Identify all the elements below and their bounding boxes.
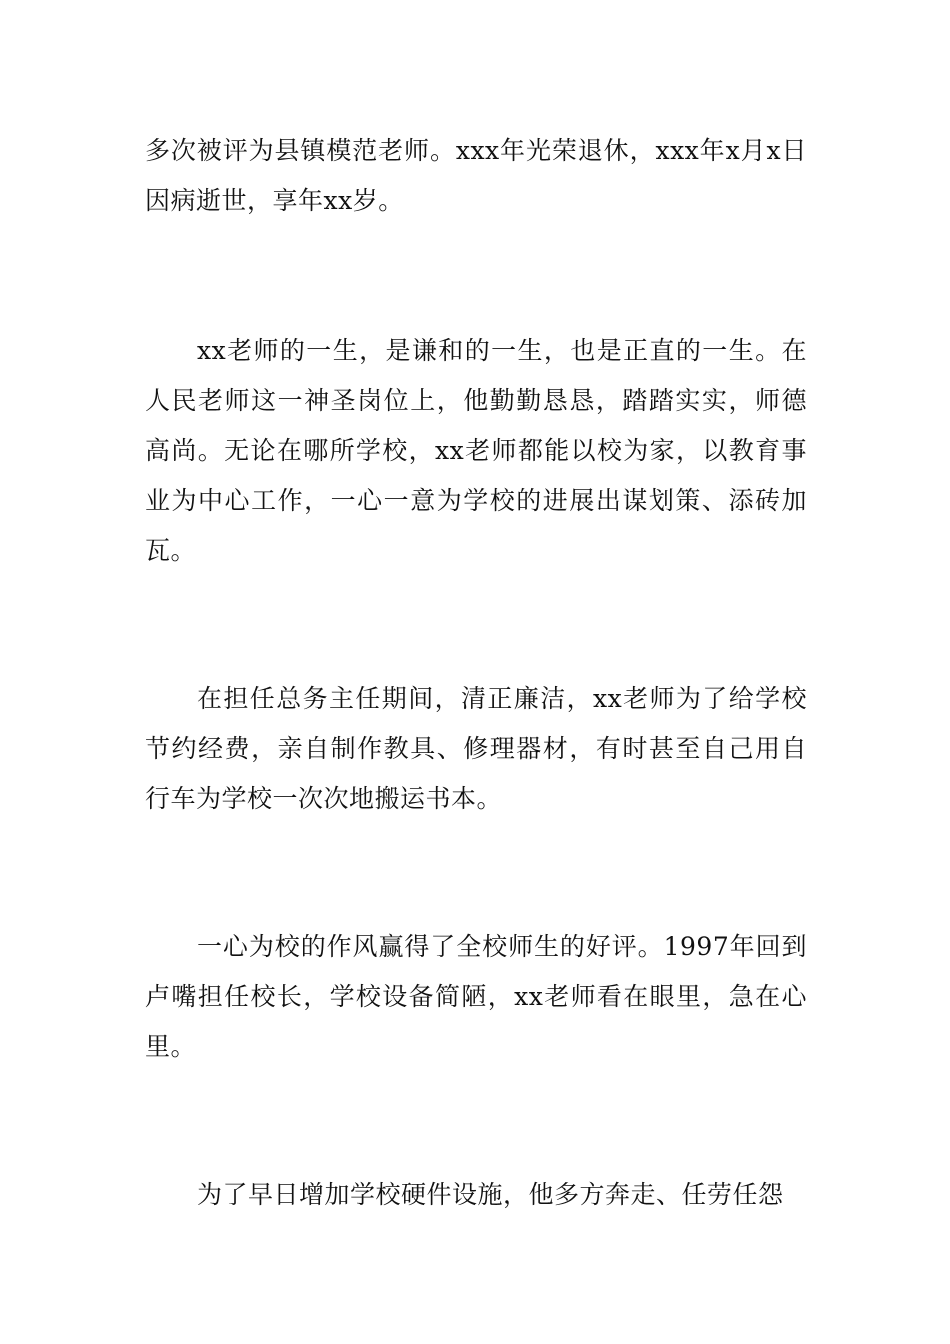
paragraph-principal: 一心为校的作风赢得了全校师生的好评。1997年回到卢嘴担任校长，学校设备简陋，xx老师看在眼里，急在心里。 bbox=[145, 932, 807, 1061]
paragraph-continuation: 多次被评为县镇模范老师。xxx年光荣退休，xxx年x月x日因病逝世，享年xx岁。 bbox=[145, 136, 807, 215]
paragraph-facilities: 为了早日增加学校硬件设施，他多方奔走、任劳任怨 bbox=[197, 1180, 784, 1209]
paragraph-integrity: xx老师的一生，是谦和的一生，也是正直的一生。在人民老师这一神圣岗位上，他勤勤恳恳，踏踏实实，师德高尚。无论在哪所学校，xx老师都能以校为家，以教育事业为中心工作，一心一意为学校的进展出谋划策、添砖加瓦。 bbox=[145, 336, 807, 565]
paragraph-general-affairs: 在担任总务主任期间，清正廉洁，xx老师为了给学校节约经费，亲自制作教具、修理器材，有时甚至自己用自行车为学校一次次地搬运书本。 bbox=[145, 684, 807, 813]
